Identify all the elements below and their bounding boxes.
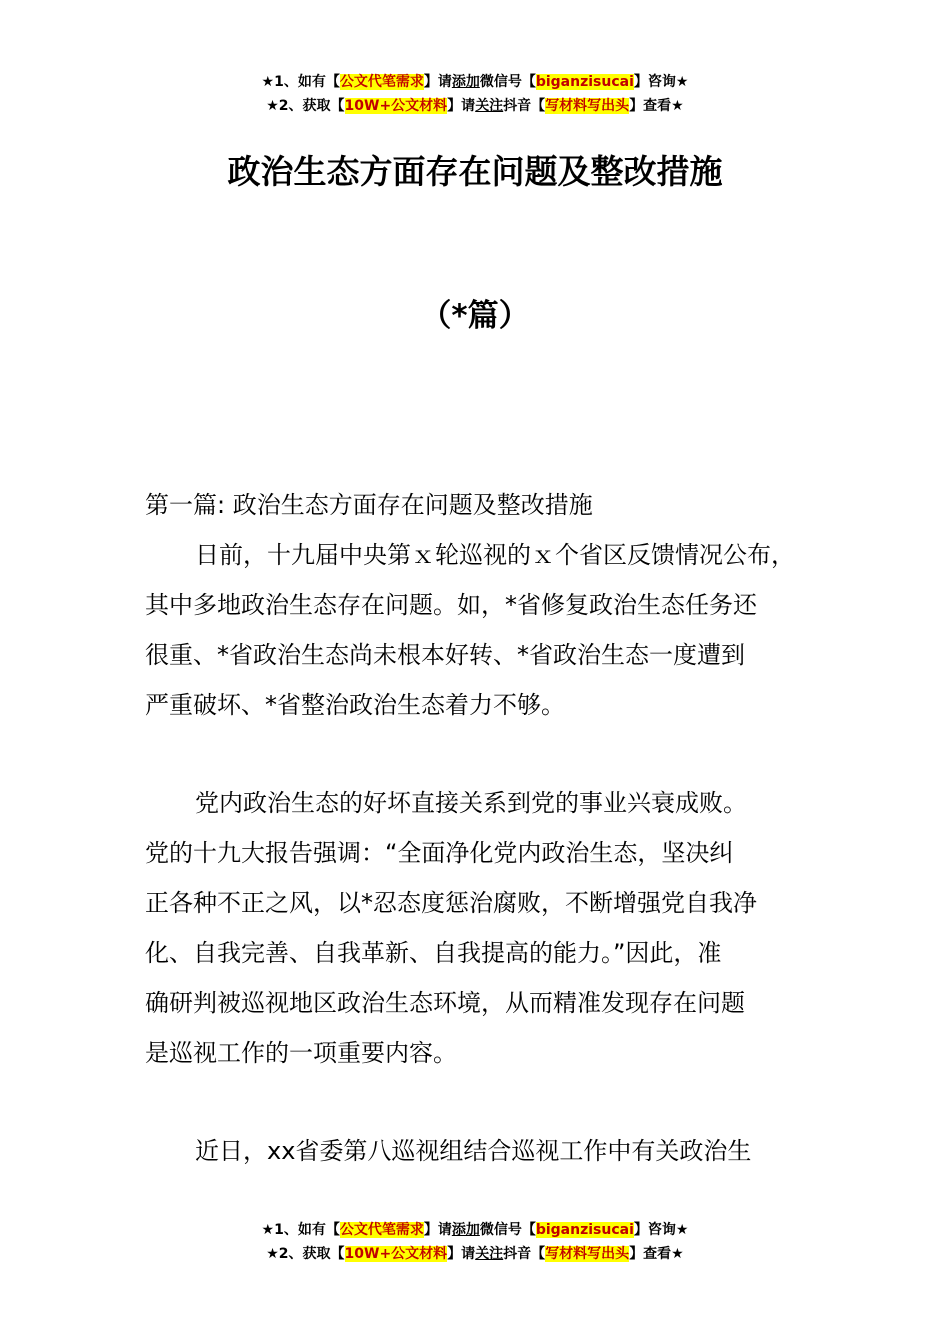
- promo-text: 】请: [447, 1246, 476, 1262]
- promo-text: ★1、如有【: [261, 1222, 340, 1238]
- paragraph-line: 很重、*省政治生态尚未根本好转、*省政治生态一度遭到: [145, 641, 745, 669]
- paragraph-1: [145, 530, 835, 730]
- section-heading-text: 第一篇: 政治生态方面存在问题及整改措施: [145, 491, 593, 519]
- promo-text: 】咨询★: [633, 74, 689, 90]
- paragraph-line: 是巡视工作的一项重要内容。: [145, 1039, 457, 1067]
- promo-highlight: 10W+公文材料: [344, 98, 448, 114]
- promo-highlight: 公文代笔需求: [339, 1222, 424, 1238]
- promo-text: 】请: [447, 98, 476, 114]
- promo-line-1: [0, 1218, 950, 1242]
- document-title: 政治生态方面存在问题及整改措施: [227, 152, 723, 191]
- promo-douyin-id: 写材料写出头: [545, 1246, 630, 1262]
- promo-text: ★2、获取【: [266, 1246, 345, 1262]
- promo-highlight: 公文代笔需求: [339, 74, 424, 90]
- promo-text: 】请: [423, 1222, 452, 1238]
- promo-text: 抖音【: [503, 98, 546, 114]
- paragraph-line: 正各种不正之风，以*忍态度惩治腐败，不断增强党自我净: [145, 889, 757, 917]
- paragraph-line: 其中多地政治生态存在问题。如，*省修复政治生态任务还: [145, 591, 757, 619]
- promo-underline: 添加: [451, 1222, 480, 1238]
- promo-wechat-id: biganzisucai: [535, 1222, 634, 1238]
- paragraph-line: 党内政治生态的好坏直接关系到党的事业兴衰成败。: [195, 789, 747, 817]
- promo-text: ★2、获取【: [266, 98, 345, 114]
- paragraph-3: [145, 1126, 835, 1176]
- promo-text: 微信号【: [479, 74, 536, 90]
- paragraph-line: 党的十九大报告强调：“全面净化党内政治生态，坚决纠: [145, 839, 734, 867]
- promo-line-1: [0, 70, 950, 94]
- promo-text: 】咨询★: [633, 1222, 689, 1238]
- promo-underline: 添加: [451, 74, 480, 90]
- promo-line-2: [0, 94, 950, 118]
- paragraph-2: [145, 778, 835, 1078]
- promo-text: 】请: [423, 74, 452, 90]
- promo-text: ★1、如有【: [261, 74, 340, 90]
- bottom-promo-banner: [0, 1218, 950, 1266]
- paragraph-line: 日前，十九届中央第ｘ轮巡视的ｘ个省区反馈情况公布，: [195, 541, 795, 569]
- promo-text: 抖音【: [503, 1246, 546, 1262]
- promo-text: 】查看★: [629, 1246, 684, 1262]
- top-promo-banner: [0, 70, 950, 118]
- section-heading: [145, 480, 835, 530]
- paragraph-line: 严重破坏、*省整治政治生态着力不够。: [145, 691, 565, 719]
- paragraph-line: 化、自我完善、自我革新、自我提高的能力。”因此，准: [145, 939, 722, 967]
- promo-text: 】查看★: [629, 98, 684, 114]
- promo-text: 微信号【: [479, 1222, 536, 1238]
- promo-underline: 关注: [475, 98, 504, 114]
- promo-line-2: [0, 1242, 950, 1266]
- promo-highlight: 10W+公文材料: [344, 1246, 448, 1262]
- promo-wechat-id: biganzisucai: [535, 74, 634, 90]
- paragraph-line: 近日，xx省委第八巡视组结合巡视工作中有关政治生: [195, 1137, 752, 1165]
- paragraph-line: 确研判被巡视地区政治生态环境，从而精准发现存在问题: [145, 989, 745, 1017]
- promo-douyin-id: 写材料写出头: [545, 98, 630, 114]
- document-subtitle: （*篇）: [420, 298, 530, 334]
- promo-underline: 关注: [475, 1246, 504, 1262]
